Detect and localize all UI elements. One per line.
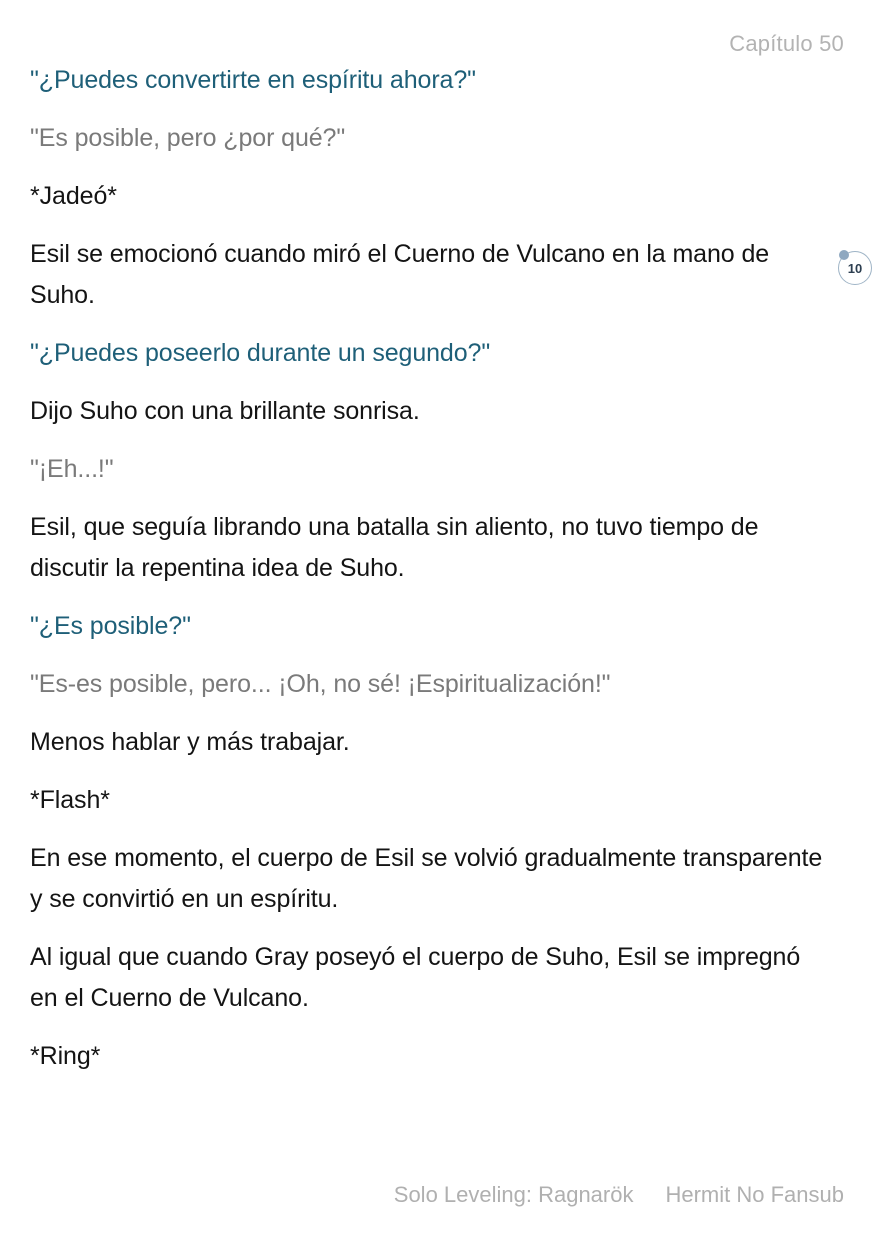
chapter-content	[30, 60, 830, 1094]
series-title: Solo Leveling: Ragnarök	[393, 1182, 634, 1207]
translator-group: Hermit No Fansub	[665, 1182, 844, 1207]
paragraph: "Es-es posible, pero... ¡Oh, no sé! ¡Espiritualización!"	[30, 670, 611, 698]
paragraph: Esil, que seguía librando una batalla sin aliento, no tuvo tiempo de discutir la repentina idea de Suho.	[30, 513, 759, 582]
paragraph: Menos hablar y más trabajar.	[30, 728, 350, 756]
paragraph: Esil se emocionó cuando miró el Cuerno de Vulcano en la mano de Suho.	[30, 240, 770, 309]
paragraph: En ese momento, el cuerpo de Esil se volvió gradualmente transparente y se convirtió en un espíritu.	[30, 844, 823, 913]
paragraph: Al igual que cuando Gray poseyó el cuerpo de Suho, Esil se impregnó en el Cuerno de Vulcano.	[30, 943, 801, 1012]
paragraph: *Ring*	[30, 1042, 101, 1070]
comment-indicator-icon	[839, 250, 849, 260]
paragraph: "¿Es posible?"	[30, 612, 191, 640]
comment-count: 10	[847, 260, 863, 276]
paragraph: *Jadeó*	[30, 182, 117, 210]
paragraph: "¿Puedes convertirte en espíritu ahora?"	[30, 66, 476, 94]
chapter-label: Capítulo 50	[729, 31, 844, 56]
paragraph: "¿Puedes poseerlo durante un segundo?"	[30, 339, 491, 367]
paragraph: *Flash*	[30, 786, 110, 814]
paragraph: "¡Eh...!"	[30, 455, 114, 483]
paragraph: Dijo Suho con una brillante sonrisa.	[30, 397, 420, 425]
footer	[394, 1182, 844, 1208]
paragraph: "Es posible, pero ¿por qué?"	[30, 124, 346, 152]
